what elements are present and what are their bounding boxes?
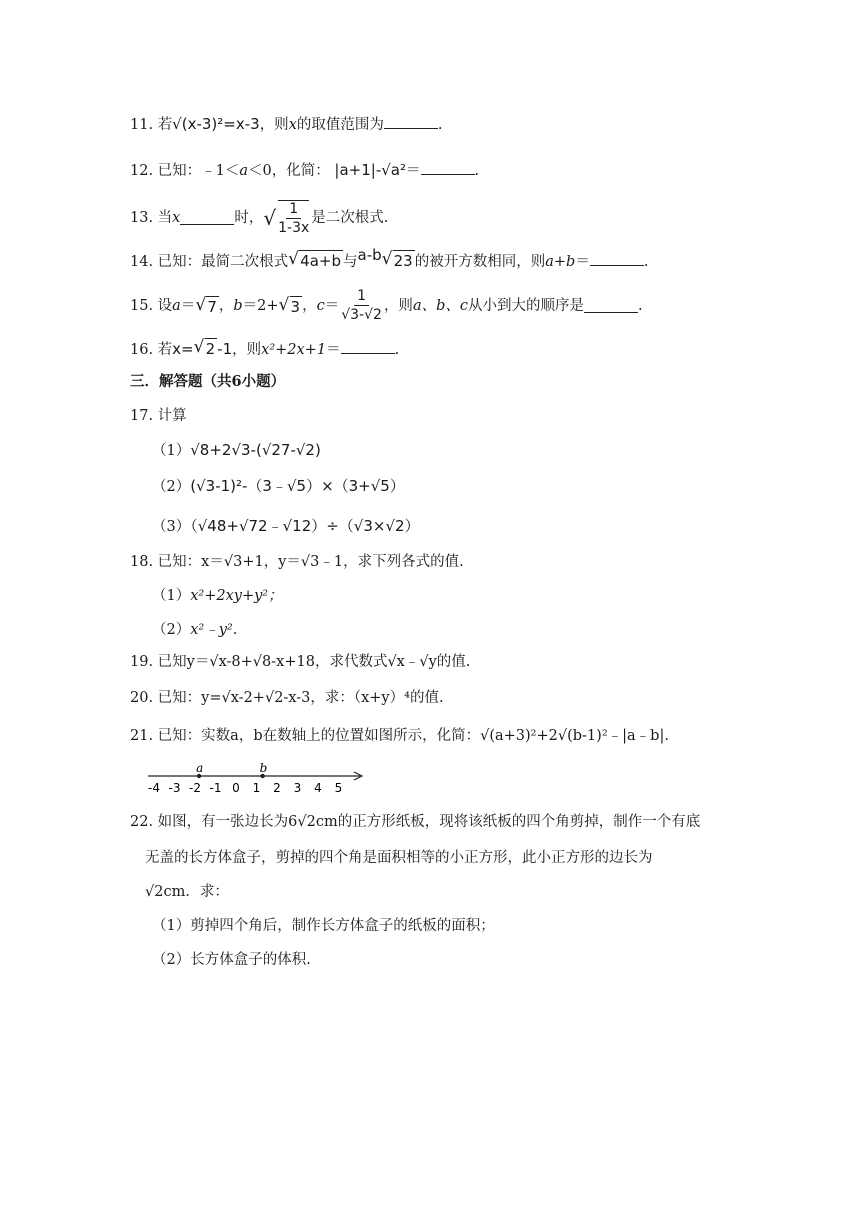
- question-14: 14. 已知：最简二次根式√ 4a+b 与$^{a-b}$√ 23 的被开方数相同，则a+b＝ .: [130, 250, 648, 272]
- question-18: 18. 已知：x＝√3+1，y＝√3﹣1，求下列各式的值.: [130, 554, 464, 570]
- question-17-part-3: （3）（√48+√72﹣√12）÷（√3×√2）: [152, 517, 420, 535]
- answer-blank: [421, 161, 475, 175]
- question-18-part-2: （2）x²﹣y².: [152, 622, 238, 638]
- question-16: 16. 若x=√ 2 -1，则x²+2x+1＝ .: [130, 338, 399, 360]
- q11-equation: √(x-3)²=x-3: [172, 115, 260, 133]
- question-22: 22. 如图，有一张边长为6√2cm的正方形纸板，现将该纸板的四个角剪掉，制作一个有底: [130, 814, 701, 830]
- answer-blank: [584, 299, 638, 313]
- point-a-label: a: [196, 762, 204, 775]
- question-19: 19. 已知y＝√x-8+√8-x+18，求代数式√x﹣√y的值.: [130, 654, 471, 670]
- tick-label: 5: [334, 781, 343, 795]
- question-22-line-3: √2cm．求：: [145, 884, 229, 900]
- question-20: 20. 已知：y=√x-2+√2-x-3，求：（x+y）⁴的值.: [130, 690, 444, 706]
- question-17-part-1: （1）√8+2√3-(√27-√2): [152, 441, 321, 459]
- tick-label: -3: [168, 781, 181, 795]
- q14-radical-1: √ 4a+b: [288, 250, 343, 271]
- question-11: 11. 若√(x-3)²=x-3，则x的取值范围为 .: [130, 115, 443, 133]
- answer-blank: [180, 211, 234, 225]
- tick-label: 0: [232, 781, 240, 795]
- tick-label: 2: [273, 781, 281, 795]
- question-17-part-2: （2）(√3-1)²-（3﹣√5）×（3+√5）: [152, 477, 405, 495]
- tick-label: -4: [148, 781, 160, 795]
- question-17: 17. 计算: [130, 408, 187, 424]
- point-b-label: b: [259, 762, 268, 775]
- answer-blank: [341, 340, 395, 354]
- question-22-part-1: （1）剪掉四个角后，制作长方体盒子的纸板的面积；: [152, 918, 495, 934]
- q13-fraction: $\frac{1}{1-3x}$: [278, 200, 310, 236]
- tick-label: -2: [189, 781, 201, 795]
- question-12: 12. 已知：﹣1＜a＜0，化简： |a+1|-√a²＝ .: [130, 161, 480, 179]
- q12-expression: |a+1|-√a²: [334, 161, 406, 179]
- question-15: 15. 设 a ＝ √ 7 ， b ＝2+ √ 3 ， c ＝ $\frac{1}{√3-√2}$ ，则 a、b、c 从小到大的顺序是 .: [130, 284, 643, 328]
- answer-blank: [590, 252, 644, 266]
- tick-label: 4: [314, 781, 322, 795]
- answer-blank: [384, 115, 438, 129]
- question-13: 13. 当 x 时， √ $\frac{1}{1-3x}$ 是二次根式.: [130, 200, 389, 236]
- tick-label: -1: [209, 781, 222, 795]
- question-22-part-2: （2）长方体盒子的体积.: [152, 952, 311, 968]
- q14-radical-2: √ 23: [382, 250, 415, 271]
- tick-label: 3: [293, 781, 302, 795]
- question-21: 21. 已知：实数a，b在数轴上的位置如图所示，化简：√(a+3)²+2√(b-1)²﹣|a﹣b|.: [130, 728, 669, 744]
- q15-fraction: $\frac{1}{√3-√2}$: [341, 288, 382, 323]
- question-18-part-1: （1）x²+2xy+y²；: [152, 588, 283, 604]
- tick-label: 1: [252, 781, 261, 795]
- question-22-line-2: 无盖的长方体盒子，剪掉的四个角是面积相等的小正方形，此小正方形的边长为: [145, 850, 653, 866]
- number-line-figure: [148, 762, 368, 796]
- section-heading: 三．解答题（共6小题）: [130, 373, 286, 390]
